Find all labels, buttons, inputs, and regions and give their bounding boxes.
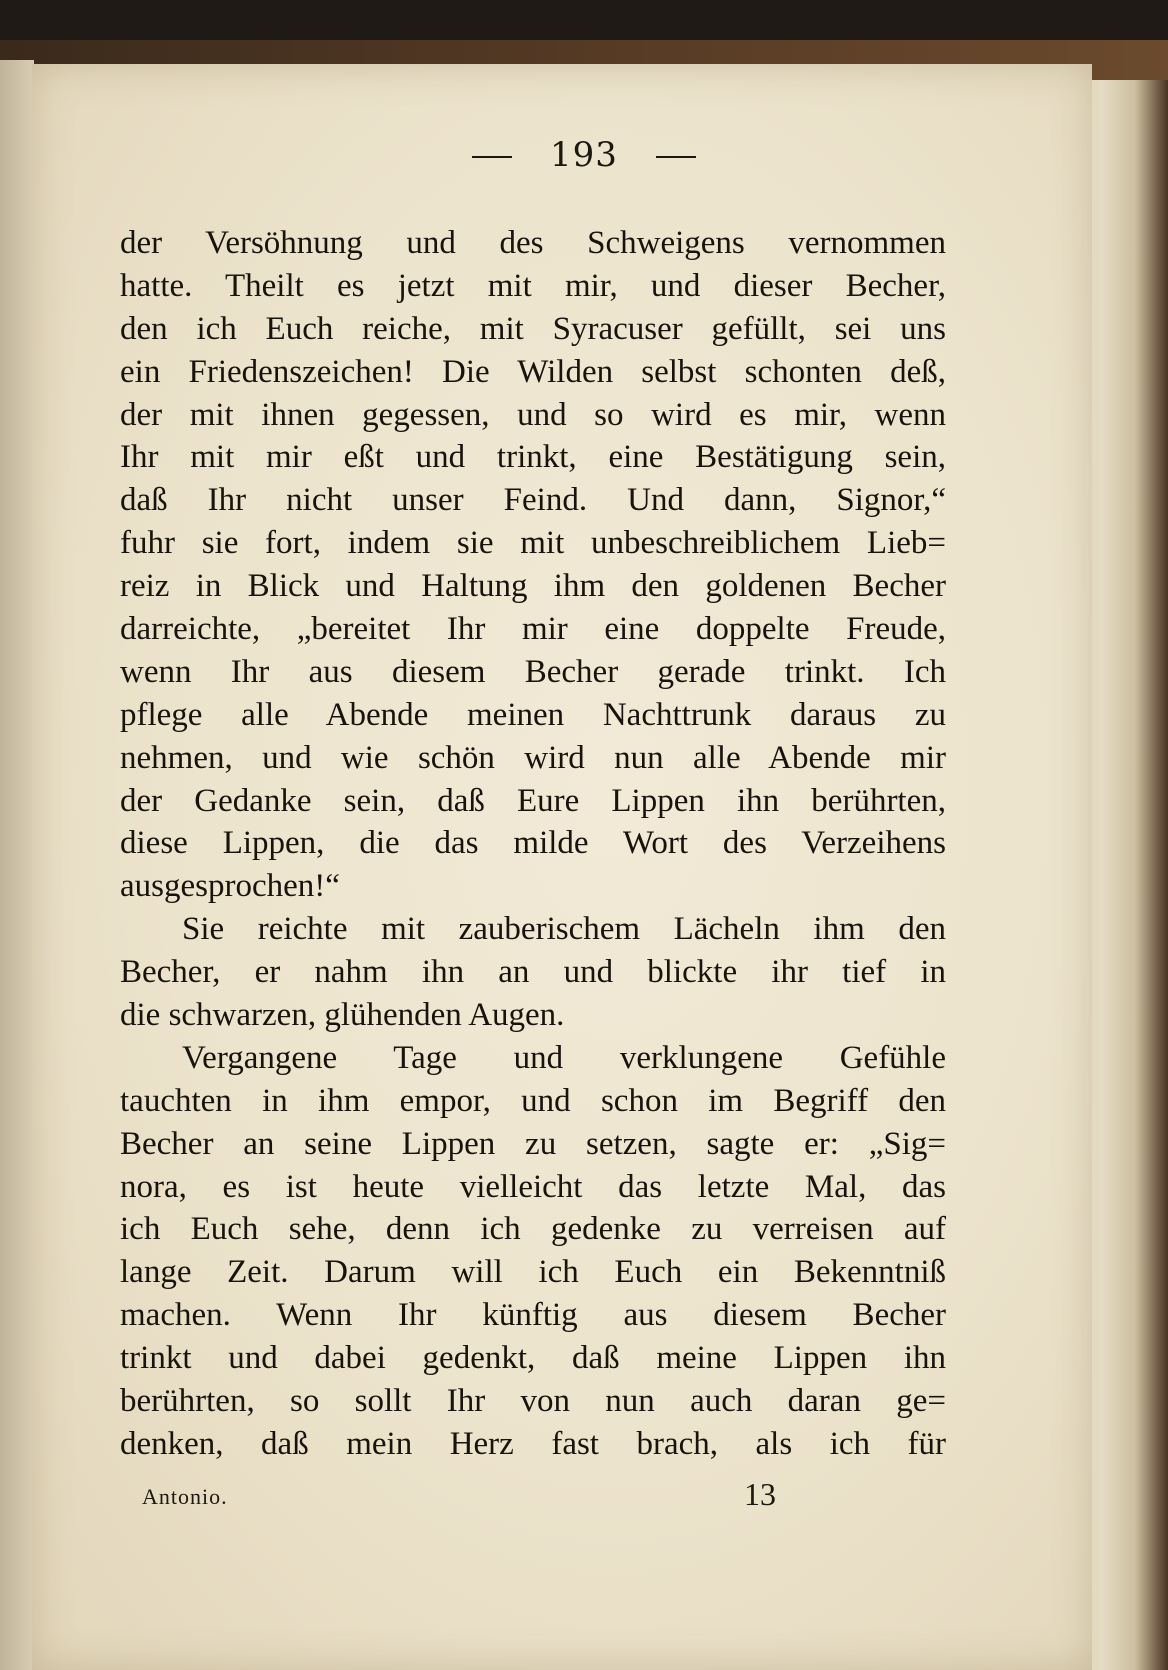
text-line: fuhr sie fort, indem sie mit unbeschreiblichem Lieb= [120, 525, 946, 562]
text-line: ein Friedenszeichen! Die Wilden selbst schonten deß, [120, 353, 946, 390]
text-line: reiz in Blick und Haltung ihm den goldenen Becher [120, 568, 946, 605]
text-line: lange Zeit. Darum will ich Euch ein Bekenntniß [120, 1254, 946, 1291]
text-line: ich Euch sehe, denn ich gedenke zu verreisen auf [120, 1211, 946, 1248]
page-number-header [0, 135, 1168, 175]
text-line: pflege alle Abende meinen Nachttrunk daraus zu [120, 696, 946, 733]
signature-mark: 13 [744, 1476, 776, 1512]
text-line: Becher, er nahm ihn an und blickte ihr tief in [120, 954, 946, 991]
text-line: den ich Euch reiche, mit Syracuser gefüllt, sei uns [120, 310, 946, 347]
text-line: der Versöhnung und des Schweigens vernommen [120, 225, 946, 261]
text-line: die schwarzen, glühenden Augen. [120, 997, 565, 1034]
page-footer [0, 1476, 1168, 1522]
text-line: Becher an seine Lippen zu setzen, sagte er: „Sig= [120, 1125, 946, 1162]
text-line: diese Lippen, die das milde Wort des Verzeihens [120, 825, 946, 862]
text-line: darreichte, „bereitet Ihr mir eine doppelte Freude, [120, 611, 946, 648]
text-line: Ihr mit mir eßt und trinkt, eine Bestätigung sein, [120, 439, 946, 476]
text-line: der Gedanke sein, daß Eure Lippen ihn berührten, [120, 782, 946, 819]
body-text [120, 222, 946, 1466]
text-line: trinkt und dabei gedenkt, daß meine Lippen ihn [120, 1340, 946, 1377]
text-line: hatte. Theilt es jetzt mit mir, und dieser Becher, [120, 267, 946, 304]
dash-left [472, 156, 512, 158]
text-line: berührten, so sollt Ihr von nun auch daran ge= [120, 1383, 946, 1420]
page-number: 193 [550, 135, 618, 175]
text-line: denken, daß mein Herz fast brach, als ich für [120, 1425, 946, 1462]
text-line: machen. Wenn Ihr künftig aus diesem Becher [120, 1297, 946, 1334]
text-line: tauchten in ihm empor, und schon im Begriff den [120, 1082, 946, 1119]
text-line: Sie reichte mit zauberischem Lächeln ihm den [182, 911, 946, 948]
text-line: daß Ihr nicht unser Feind. Und dann, Signor,“ [120, 482, 946, 519]
text-line: Vergangene Tage und verklungene Gefühle [182, 1039, 946, 1076]
text-line: nora, es ist heute vielleicht das letzte Mal, das [120, 1168, 946, 1205]
previous-page-edge [0, 60, 34, 1670]
text-line: ausgesprochen!“ [120, 868, 340, 905]
text-line: der mit ihnen gegessen, und so wird es mir, wenn [120, 396, 946, 433]
text-line: wenn Ihr aus diesem Becher gerade trinkt. Ich [120, 653, 946, 690]
running-title: Antonio. [142, 1484, 228, 1509]
dash-right [656, 156, 696, 158]
text-line: nehmen, und wie schön wird nun alle Abende mir [120, 739, 946, 776]
